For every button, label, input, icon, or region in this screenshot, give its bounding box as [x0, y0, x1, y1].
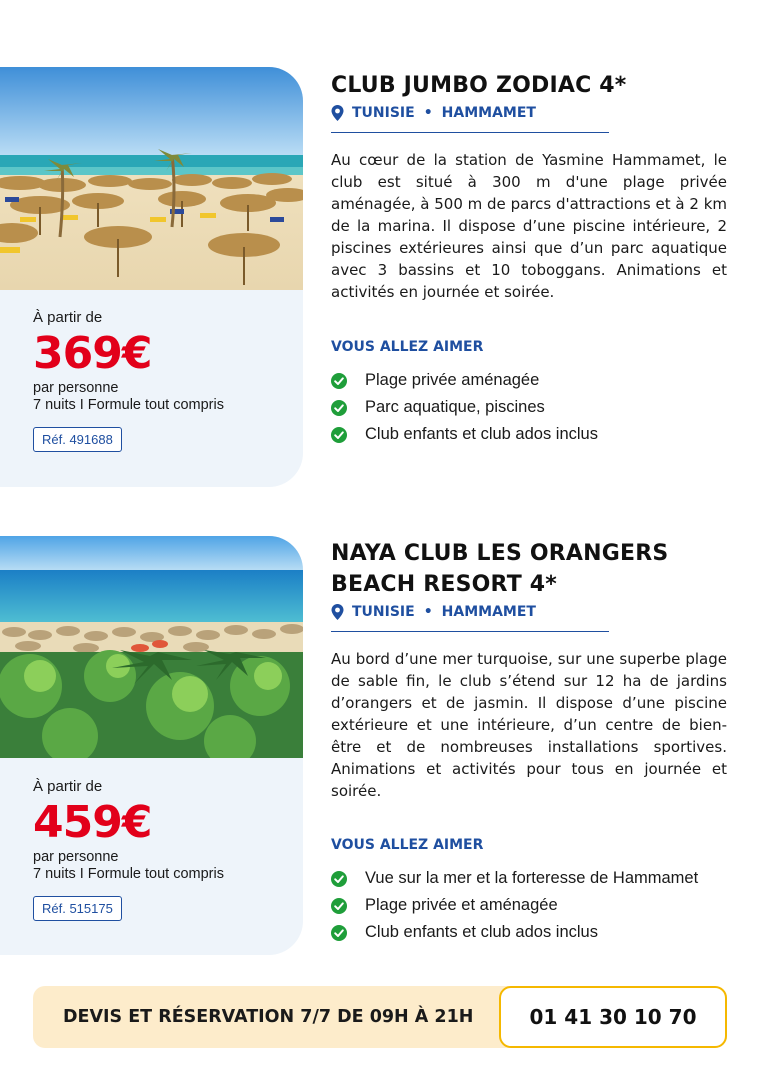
beach-photo — [0, 67, 303, 290]
check-circle-icon — [331, 925, 347, 941]
check-circle-icon — [331, 400, 347, 416]
highlights-title: VOUS ALLEZ AIMER — [331, 837, 484, 853]
reference-badge: Réf. 491688 — [33, 427, 122, 452]
description: Au cœur de la station de Yasmine Hammamet, le club est situé à 300 m d'une plage privée aménagée, à 500 m de parcs d'attractions et à 2 km de la marina. Il dispose d’une piscine intérieure, 2 piscines extérieures ainsi que d’un parc aquatique avec 3 bassins et 10 toboggans. Animations et activités en journée et soirée. — [331, 151, 727, 301]
resort-beach-image — [0, 536, 303, 758]
country: TUNISIE — [352, 604, 415, 620]
check-circle-icon — [331, 427, 347, 443]
divider — [331, 132, 609, 133]
hotel-title-line: CLUB JUMBO ZODIAC 4* — [331, 73, 627, 98]
per-person-label: par personne — [33, 380, 119, 396]
hotel-title-line: NAYA CLUB LES ORANGERS — [331, 541, 669, 566]
price: 369€ — [33, 328, 152, 379]
highlights-list — [331, 367, 727, 448]
highlight-item — [331, 367, 727, 394]
from-label: À partir de — [33, 778, 103, 795]
beach-photo — [0, 536, 303, 758]
price-block — [33, 309, 224, 452]
country: TUNISIE — [352, 105, 415, 121]
offer-info — [331, 538, 727, 946]
description: Au bord d’une mer turquoise, sur une superbe plage de sable fin, le club s’étend sur 12 ha de jardins d’orangers et de jasmin. Il dispose d’une piscine extérieure et une intérieure, d’un centre de bien-être et de nombreuses installations sportives. Animations et activités pour tous en journée et soirée. — [331, 650, 727, 800]
hotel-title — [331, 70, 727, 101]
highlights-title: VOUS ALLEZ AIMER — [331, 339, 484, 355]
from-label: À partir de — [33, 309, 103, 326]
duration-label: 7 nuits I Formule tout compris — [33, 866, 224, 882]
phone-number[interactable]: 01 41 30 10 70 — [499, 986, 727, 1048]
highlight-item — [331, 865, 727, 892]
location — [331, 105, 727, 121]
city: HAMMAMET — [441, 604, 536, 620]
price: 459€ — [33, 797, 152, 848]
highlight-text: Parc aquatique, piscines — [365, 398, 545, 416]
beach-umbrellas-image — [0, 67, 303, 290]
location — [331, 604, 727, 620]
city: HAMMAMET — [441, 105, 536, 121]
highlight-item — [331, 892, 727, 919]
separator-dot: • — [423, 105, 433, 121]
highlight-text: Plage privée et aménagée — [365, 896, 558, 914]
map-pin-icon — [331, 604, 344, 620]
check-circle-icon — [331, 898, 347, 914]
booking-hours-label: DEVIS ET RÉSERVATION 7/7 DE 09H À 21H — [63, 1007, 474, 1027]
separator-dot: • — [423, 604, 433, 620]
price-block — [33, 778, 224, 921]
highlight-text: Club enfants et club ados inclus — [365, 425, 598, 443]
reference-badge: Réf. 515175 — [33, 896, 122, 921]
offer-price-card — [0, 536, 303, 955]
offer-info — [331, 70, 727, 448]
divider — [331, 631, 609, 632]
check-circle-icon — [331, 373, 347, 389]
highlights-list — [331, 865, 727, 946]
highlight-text: Vue sur la mer et la forteresse de Hammamet — [365, 869, 699, 887]
offer-price-card — [0, 67, 303, 487]
highlight-text: Club enfants et club ados inclus — [365, 923, 598, 941]
hotel-title — [331, 538, 727, 600]
check-circle-icon — [331, 871, 347, 887]
highlight-item — [331, 421, 727, 448]
highlight-text: Plage privée aménagée — [365, 371, 540, 389]
per-person-label: par personne — [33, 849, 119, 865]
booking-banner — [33, 986, 727, 1048]
highlight-item — [331, 919, 727, 946]
highlight-item — [331, 394, 727, 421]
duration-label: 7 nuits I Formule tout compris — [33, 397, 224, 413]
map-pin-icon — [331, 105, 344, 121]
hotel-title-line: BEACH RESORT 4* — [331, 572, 557, 597]
